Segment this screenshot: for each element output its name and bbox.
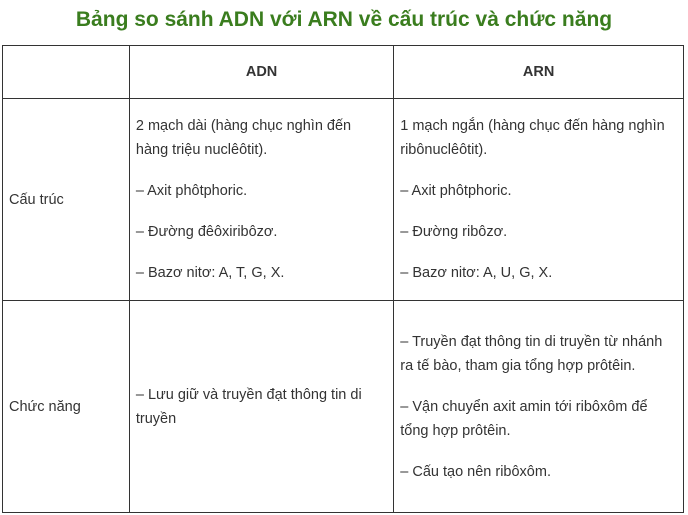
row-label-function: Chức năng [3, 301, 130, 513]
header-arn: ARN [394, 46, 684, 99]
page-title: Bảng so sánh ADN với ARN về cấu trúc và chức năng [75, 8, 613, 31]
table-header-row [3, 46, 684, 99]
cell-arn-function [394, 301, 684, 513]
cell-adn-structure [129, 99, 393, 301]
header-empty [3, 46, 130, 99]
arn-structure-line: – Axit phôtphoric. [400, 183, 512, 199]
adn-structure-line: 2 mạch dài (hàng chục nghìn đến hàng triệu nuclêôtit). [135, 118, 352, 158]
adn-structure-line: – Đường đêôxiribôzơ. [135, 224, 278, 240]
comparison-table [2, 45, 684, 513]
header-adn: ADN [129, 46, 393, 99]
table-row-function [3, 301, 684, 513]
arn-structure-line: – Bazơ nitơ: A, U, G, X. [400, 265, 553, 281]
adn-structure-line: – Bazơ nitơ: A, T, G, X. [135, 265, 285, 281]
table-row-structure [3, 99, 684, 301]
arn-function-line: – Cấu tạo nên ribôxôm. [400, 463, 551, 480]
arn-function-line: – Vận chuyển axit amin tới ribôxôm để tổng hợp prôtêin. [400, 398, 648, 439]
cell-adn-function [129, 301, 393, 513]
adn-structure-line: – Axit phôtphoric. [135, 183, 248, 199]
arn-structure-line: 1 mạch ngắn (hàng chục đến hàng nghìn ribônuclêôtit). [400, 118, 665, 158]
row-label-structure: Cấu trúc [3, 99, 130, 301]
cell-arn-structure [394, 99, 684, 301]
adn-function-line: – Lưu giữ và truyền đạt thông tin di truyền [135, 386, 362, 427]
arn-structure-line: – Đường ribôzơ. [400, 224, 508, 240]
arn-function-line: – Truyền đạt thông tin di truyền từ nhánh ra tế bào, tham gia tổng hợp prôtêin. [400, 333, 663, 374]
